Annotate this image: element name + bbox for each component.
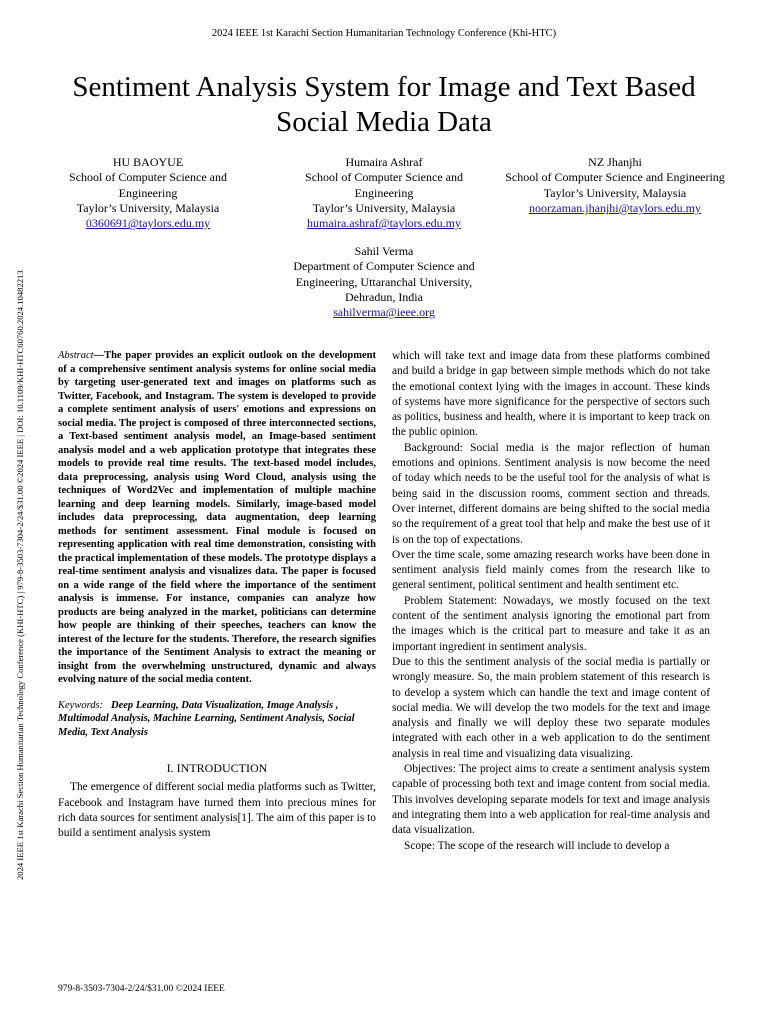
author-dept: School of Computer Science and Engineering <box>69 170 227 200</box>
author-dept: School of Computer Science and Engineering <box>305 170 463 200</box>
copyright-footer: 979-8-3503-7304-2/24/$31.00 ©2024 IEEE <box>58 984 225 994</box>
author-affiliation: Taylor’s University, Malaysia <box>312 200 456 215</box>
body-paragraph: The emergence of different social media platforms such as Twitter, Facebook and Instagram have turned them into precious mines for rich data sources for sentiment analysis[1]. The aim of this paper is to build a sentiment analysis system <box>58 781 376 840</box>
author-affiliation: Dehradun, India <box>345 289 423 304</box>
author-affiliation: Taylor’s University, Malaysia <box>543 185 687 200</box>
right-column <box>392 349 710 854</box>
body-paragraph-background: Background: Social media is the major reflection of human emotions and opinions. Sentiment analysis is now become the need of today which needs to be the useful tool for the analysis of what is being said in the discussion rooms, comment section and threads. Over internet, different domains are being shifted to the social media so the requirement of a great tool that help and make the best use of it is on the top of expectations. <box>392 441 710 546</box>
author-affiliation: Taylor’s University, Malaysia <box>76 200 220 215</box>
author-name: Sahil Verma <box>354 244 414 258</box>
abstract <box>58 349 376 687</box>
keywords-text: Deep Learning, Data Visualization, Image Analysis , Multimodal Analysis, Machine Learning, Sentiment Analysis, Social Media, Text Analysis <box>58 699 355 738</box>
body-paragraph: Over the time scale, some amazing research works have been done in sentiment analysis field mainly comes from the research like to general sentiment, political sentiment and health sentiment etc. <box>392 548 710 592</box>
author-1 <box>48 155 248 231</box>
author-dept: Department of Computer Science and Engineering, Uttaranchal University, <box>293 259 475 289</box>
author-2 <box>284 155 484 231</box>
body-paragraph-objectives: Objectives: The project aims to create a sentiment analysis system capable of processing both text and image content from social media. This involves developing separate models for text and image analysis and integrating them into a web application for real-time analysis and data visualization. <box>392 763 710 837</box>
abstract-text: —The paper provides an explicit outlook on the development of a comprehensive sentiment analysis systems for online social media by targeting user-generated text and images on platforms such as Twitter, Facebook, and Instagram. The system is developed to provide a complete sentiment analysis of users' emotions and expressions on social media. The project is composed of three interconnected sections, a Text-based sentiment analysis model, an Image-based sentiment analysis model and a web application prototype that integrates these models to provide real time results. The text-based model includes, data preprocessing, analysis using Word Cloud, analysis using the techniques of Word2Vec and implementation of multiple machine learning and deep learning models. Similarly, image-based model includes data preprocessing, data augmentation, deep learning methods for sentiment assessment. Final module is focused on representing application with real time demonstration, consisting with the practical implementation of these models. The prototype displays a real-time sentiment analysis and visualizes data. The paper is focused on a wide range of the field where the importance of the sentiment analysis is immense. For instance, companies can analyze how products are being analyzed in the market, politicians can determine how people are thinking of their speeches, teachers can know the interest of the lecture for the students. Therefore, the research signifies the importance of the Sentiment Analysis to extract the meaning or insight from the overwhelming unstructured, dynamic and always evolving nature of the social media content. <box>58 350 376 685</box>
body-paragraph-scope: Scope: The scope of the research will include to develop a <box>404 839 670 852</box>
conference-header: 2024 IEEE 1st Karachi Section Humanitarian Technology Conference (Khi-HTC) <box>211 28 557 39</box>
body-paragraph: which will take text and image data from these platforms combined and build a bridge in gap between simple methods which do not take the emotional context lying with the images in account. These kinds of systems have more significance for the perspective of sectors such as politics, business and health, where it is important to keep track on the public opinion. <box>392 350 710 439</box>
doi-sidebar: 2024 IEEE 1st Karachi Section Humanitarian Technology Conference (KHI-HTC) | 979-8-3503-7304-2/24/$31.00 ©2024 IEEE | DOI: 10.1109/KHI-HTC60760.2024.10482213 <box>15 270 25 880</box>
author-name: Humaira Ashraf <box>345 155 423 169</box>
author-dept: School of Computer Science and Engineering <box>505 170 725 185</box>
keywords <box>58 699 376 740</box>
author-4 <box>284 244 484 320</box>
author-3 <box>505 155 725 216</box>
author-name: HU BAOYUE <box>112 155 184 169</box>
author-email-link[interactable]: sahilverma@ieee.org <box>333 305 435 320</box>
section-heading-introduction: I. INTRODUCTION <box>166 761 268 775</box>
author-name: NZ Jhanjhi <box>588 155 642 169</box>
author-email-link[interactable]: humaira.ashraf@taylors.edu.my <box>306 216 461 231</box>
abstract-lead: Abstract <box>58 350 94 361</box>
author-email-link[interactable]: noorzaman.jhanjhi@taylors.edu.my <box>528 200 701 215</box>
body-paragraph: Due to this the sentiment analysis of the social media is partially or wrongly measure. So, the main problem statement of this research is to develop a system which can handle the text and image content of social media. We will develop the two models for the text and image analysis and finally we will deploy these two separate modules integrated with each other in a web application to do the sentiment analysis in real time and visualizing data visualizing. <box>392 655 710 760</box>
paper-title: Sentiment Analysis System for Image and Text Based Social Media Data <box>72 71 696 138</box>
left-column <box>58 349 376 841</box>
author-email-link[interactable]: 0360691@taylors.edu.my <box>85 216 211 231</box>
body-paragraph-problem-statement: Problem Statement: Nowadays, we mostly focused on the text content of the sentiment analysis ignoring the emotional part from the images which is the critical part to measure and take it as an important ingredient in sentiment analysis. <box>392 594 710 653</box>
keywords-lead: Keywords: <box>58 699 104 711</box>
